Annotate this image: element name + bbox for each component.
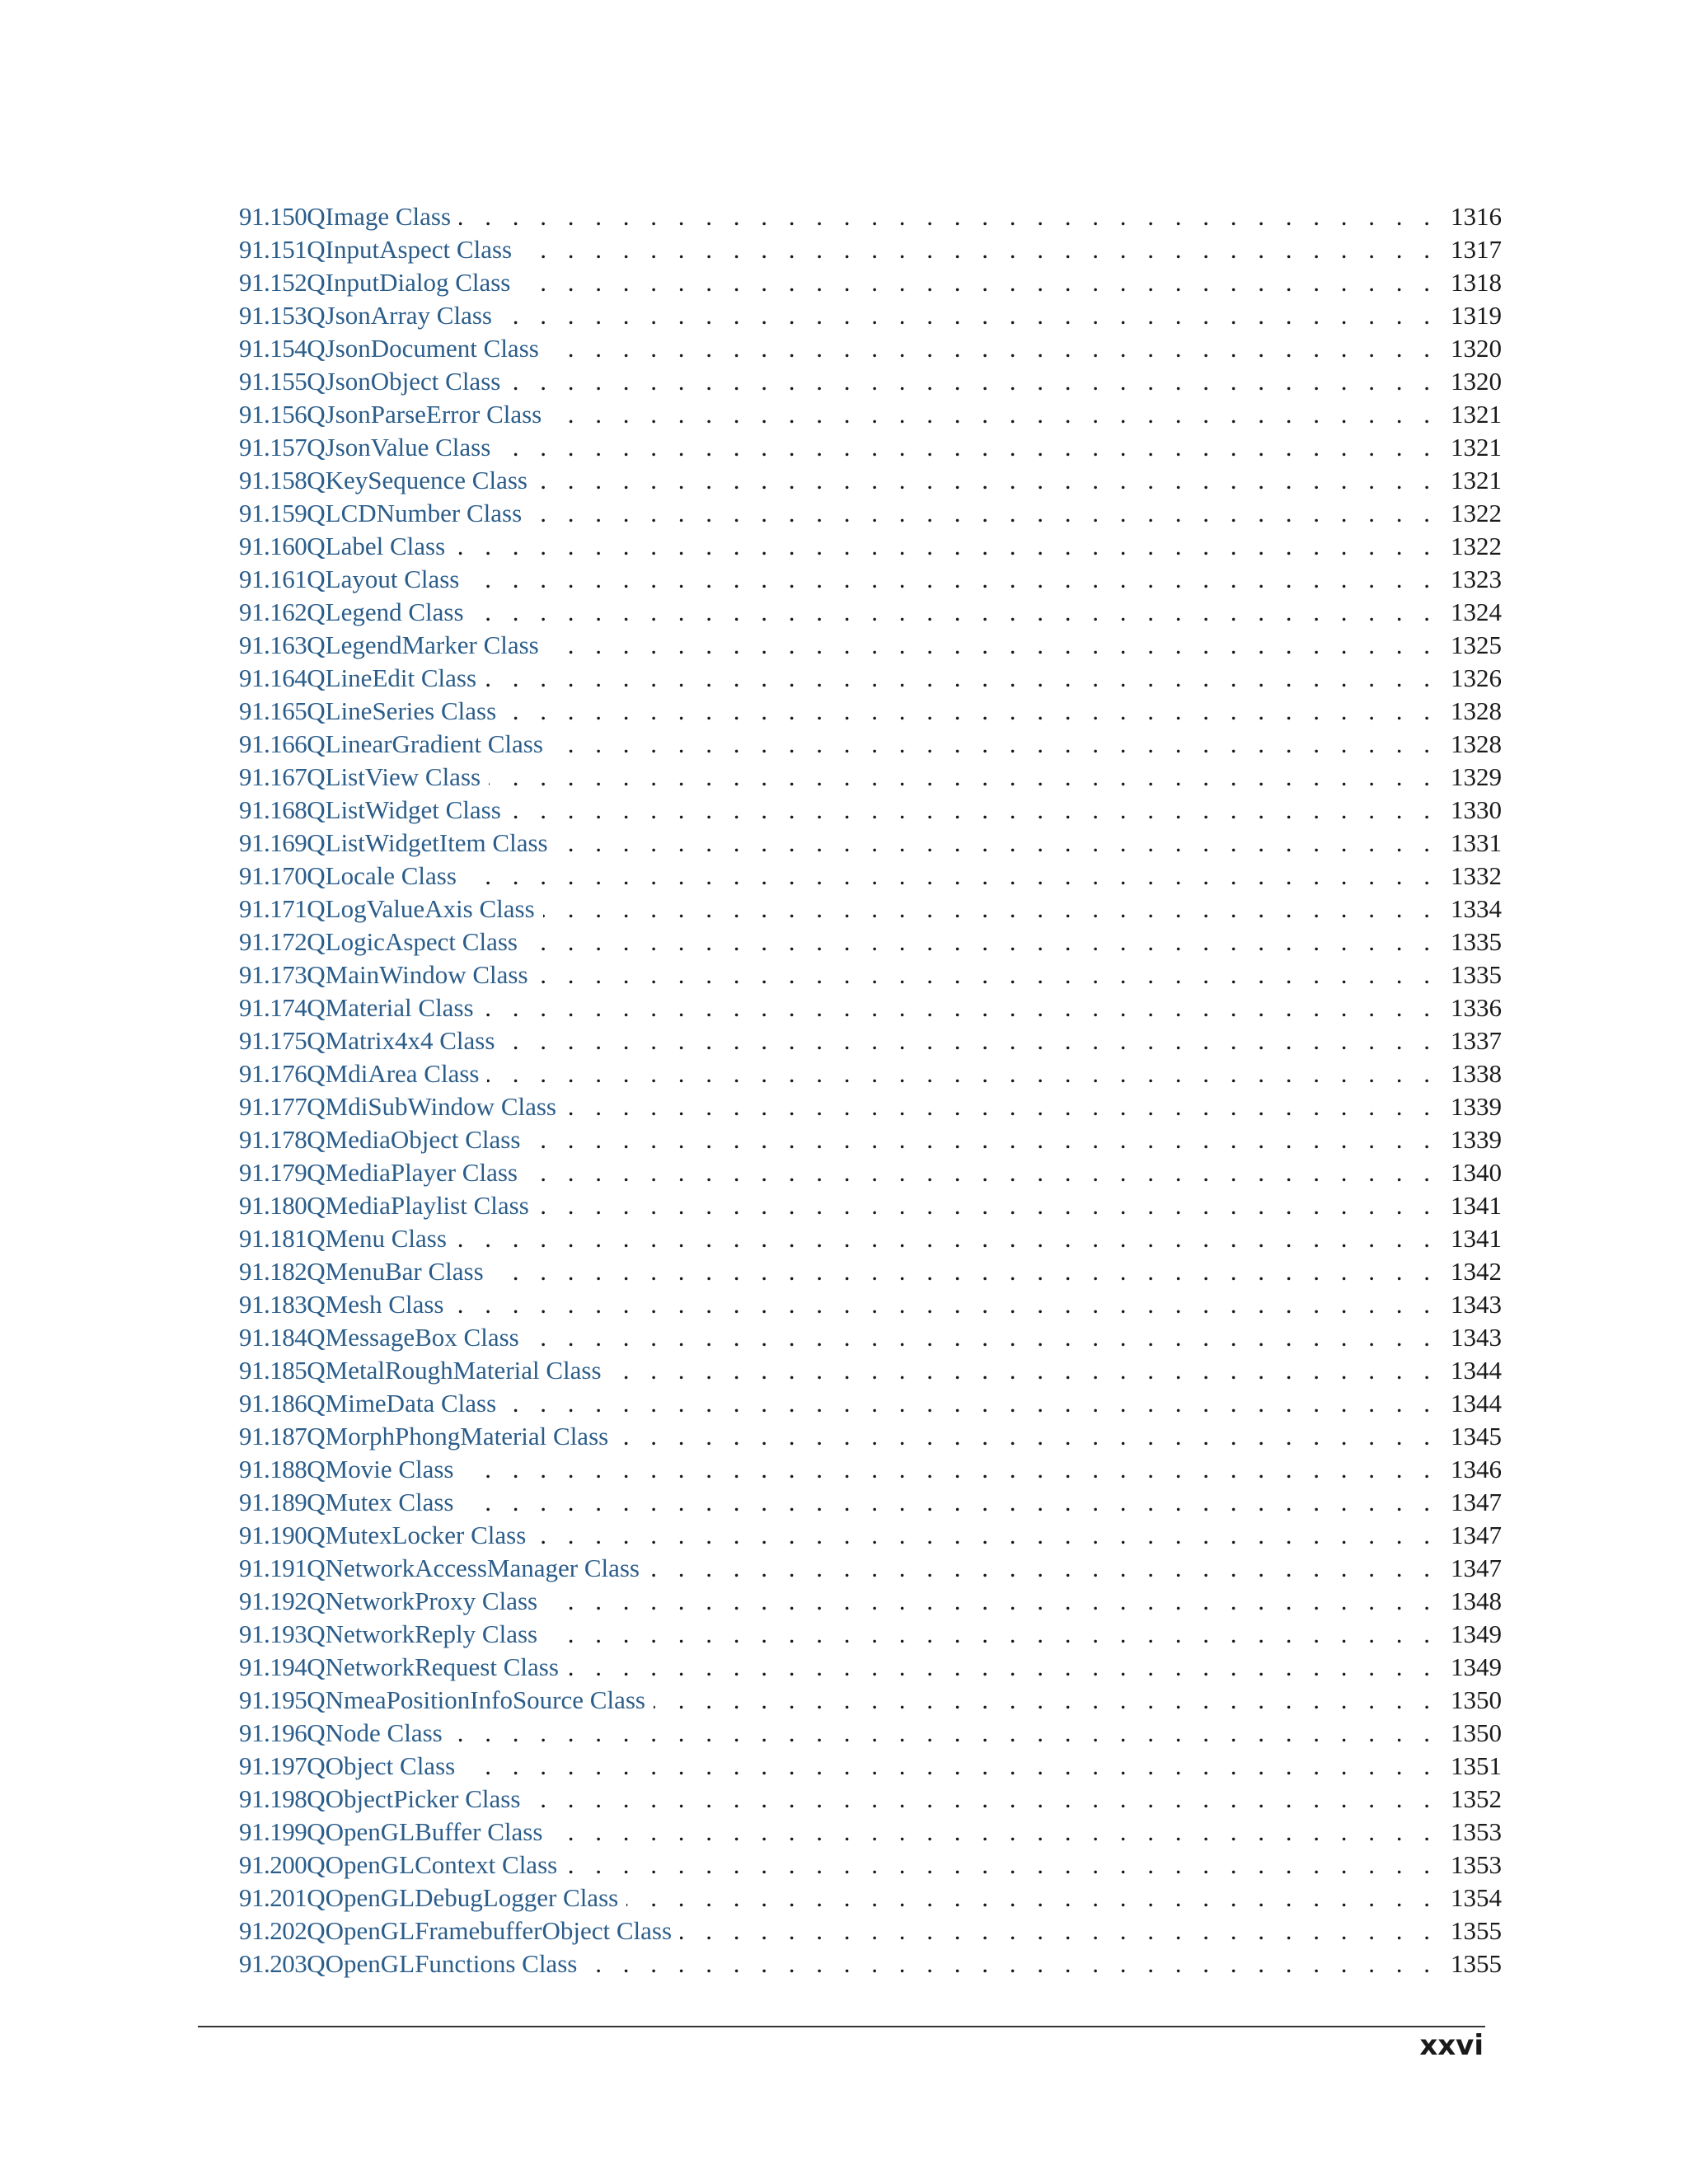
- toc-entry-title[interactable]: QObjectPicker Class: [307, 1784, 521, 1813]
- toc-entry-page[interactable]: 1344: [1451, 1389, 1502, 1418]
- dot-leader: [451, 1717, 1437, 1750]
- toc-entry-title[interactable]: QMdiArea Class: [307, 1059, 480, 1088]
- dot-leader: [520, 233, 1437, 266]
- toc-entry-number[interactable]: 91.185: [239, 1356, 307, 1385]
- toc-entry[interactable]: [239, 1156, 1502, 1189]
- toc-entry-number[interactable]: 91.156: [239, 400, 307, 429]
- dot-leader: [509, 794, 1437, 827]
- toc-entry[interactable]: [239, 761, 1502, 794]
- toc-entry[interactable]: [239, 1321, 1502, 1354]
- toc-entry-page[interactable]: 1320: [1451, 367, 1502, 396]
- toc-entry-page[interactable]: 1346: [1451, 1455, 1502, 1483]
- toc-entry-page[interactable]: 1347: [1451, 1521, 1502, 1549]
- toc-entry-number[interactable]: 91.182: [239, 1257, 307, 1286]
- toc-entry[interactable]: [239, 266, 1502, 299]
- toc-entry-page[interactable]: 1318: [1451, 268, 1502, 297]
- dot-leader: [452, 1288, 1437, 1321]
- toc-entry-title[interactable]: QMatrix4x4 Class: [307, 1026, 495, 1055]
- toc-entry-title[interactable]: QLogicAspect Class: [307, 927, 518, 956]
- dot-leader: [455, 1222, 1437, 1255]
- dot-leader: [551, 1816, 1437, 1849]
- toc-entry-number[interactable]: 91.175: [239, 1026, 307, 1055]
- toc-entry-page[interactable]: 1335: [1451, 960, 1502, 989]
- toc-entry-title[interactable]: QInputDialog Class: [307, 268, 511, 297]
- toc-entry-title[interactable]: QMaterial Class: [307, 993, 474, 1022]
- dot-leader: [528, 1123, 1437, 1156]
- toc-entry[interactable]: [239, 1915, 1502, 1947]
- dot-leader: [526, 926, 1437, 958]
- dot-leader: [547, 332, 1437, 365]
- toc-entry-page[interactable]: 1352: [1451, 1784, 1502, 1813]
- dot-leader: [567, 1651, 1437, 1684]
- toc-entry-number[interactable]: 91.188: [239, 1455, 307, 1483]
- dot-leader: [499, 431, 1437, 464]
- toc-entry-page[interactable]: 1320: [1451, 334, 1502, 363]
- toc-entry-number[interactable]: 91.193: [239, 1619, 307, 1648]
- toc-entry-number[interactable]: 91.201: [239, 1883, 307, 1912]
- toc-entry-title[interactable]: QLCDNumber Class: [307, 499, 523, 527]
- toc-entry-page[interactable]: 1344: [1451, 1356, 1502, 1385]
- dot-leader: [465, 860, 1437, 893]
- toc-entry-title[interactable]: QLegendMarker Class: [307, 630, 539, 659]
- dot-leader: [459, 200, 1437, 233]
- toc-entry-number[interactable]: 91.190: [239, 1521, 307, 1549]
- toc-entry-page[interactable]: 1350: [1451, 1685, 1502, 1714]
- toc-entry-title[interactable]: QMorphPhongMaterial Class: [307, 1422, 609, 1451]
- toc-entry[interactable]: [239, 1288, 1502, 1321]
- toc-entry[interactable]: [239, 728, 1502, 761]
- toc-entry-number[interactable]: 91.178: [239, 1125, 307, 1154]
- toc-entry-number[interactable]: 91.172: [239, 927, 307, 956]
- toc-entry-number[interactable]: 91.168: [239, 795, 307, 824]
- toc-entry-title[interactable]: QListView Class: [307, 762, 481, 791]
- toc-entry-title[interactable]: QJsonParseError Class: [307, 400, 542, 429]
- toc-entry-page[interactable]: 1322: [1451, 499, 1502, 527]
- toc-entry-title[interactable]: QNetworkRequest Class: [307, 1652, 559, 1681]
- toc-entry[interactable]: [239, 794, 1502, 827]
- toc-entry-title[interactable]: QNode Class: [307, 1718, 443, 1747]
- dot-leader: [610, 1354, 1437, 1387]
- toc-entry[interactable]: [239, 1189, 1502, 1222]
- toc-entry-title[interactable]: QJsonArray Class: [307, 301, 492, 330]
- toc-entry-number[interactable]: 91.173: [239, 960, 307, 989]
- toc-entry-page[interactable]: 1337: [1451, 1026, 1502, 1055]
- page-number: xxvi: [1419, 2029, 1484, 2062]
- toc-entry[interactable]: [239, 332, 1502, 365]
- toc-entry-number[interactable]: 91.158: [239, 466, 307, 494]
- toc-entry-title[interactable]: QListWidgetItem Class: [307, 828, 548, 857]
- toc-entry-number[interactable]: 91.194: [239, 1652, 307, 1681]
- dot-leader: [547, 629, 1437, 662]
- toc-entry-title[interactable]: QMdiSubWindow Class: [307, 1092, 556, 1121]
- toc-entry-number[interactable]: 91.195: [239, 1685, 307, 1714]
- toc-entry-page[interactable]: 1354: [1451, 1883, 1502, 1912]
- toc-entry-page[interactable]: 1341: [1451, 1191, 1502, 1220]
- toc-entry-page[interactable]: 1336: [1451, 993, 1502, 1022]
- toc-entry-number[interactable]: 91.187: [239, 1422, 307, 1451]
- dot-leader: [462, 1453, 1438, 1486]
- toc-entry-number[interactable]: 91.159: [239, 499, 307, 527]
- toc-entry-title[interactable]: QLogValueAxis Class: [307, 894, 535, 923]
- toc-entry-number[interactable]: 91.200: [239, 1850, 307, 1879]
- toc-entry-title[interactable]: QLocale Class: [307, 861, 457, 890]
- toc-entry-title[interactable]: QJsonObject Class: [307, 367, 501, 396]
- toc-entry[interactable]: [239, 1255, 1502, 1288]
- dot-leader: [550, 398, 1437, 431]
- dot-leader: [537, 958, 1437, 991]
- toc-entry-page[interactable]: 1321: [1451, 400, 1502, 429]
- toc-entry-number[interactable]: 91.165: [239, 696, 307, 725]
- toc-entry-title[interactable]: QListWidget Class: [307, 795, 501, 824]
- toc-entry-title[interactable]: QImage Class: [307, 202, 452, 231]
- toc-entry-title[interactable]: QMutex Class: [307, 1488, 454, 1516]
- toc-entry[interactable]: [239, 1816, 1502, 1849]
- toc-entry-page[interactable]: 1329: [1451, 762, 1502, 791]
- toc-entry-page[interactable]: 1339: [1451, 1092, 1502, 1121]
- toc-entry[interactable]: [239, 398, 1502, 431]
- toc-entry-page[interactable]: 1347: [1451, 1554, 1502, 1582]
- toc-entry-title[interactable]: QOpenGLBuffer Class: [307, 1817, 543, 1846]
- toc-entry-number[interactable]: 91.162: [239, 598, 307, 626]
- dot-leader: [463, 1750, 1437, 1783]
- dot-leader: [518, 266, 1437, 299]
- toc-entry-number[interactable]: 91.166: [239, 729, 307, 758]
- toc-entry[interactable]: [239, 365, 1502, 398]
- footer-divider: [198, 2026, 1485, 2027]
- toc-entry-title[interactable]: QMediaPlaylist Class: [307, 1191, 529, 1220]
- toc-entry-title[interactable]: QMediaObject Class: [307, 1125, 521, 1154]
- toc-entry-title[interactable]: QMutexLocker Class: [307, 1521, 527, 1549]
- toc-entry-page[interactable]: 1347: [1451, 1488, 1502, 1516]
- toc-entry-page[interactable]: 1328: [1451, 729, 1502, 758]
- toc-entry-number[interactable]: 91.153: [239, 301, 307, 330]
- toc-entry[interactable]: [239, 662, 1502, 695]
- toc-entry[interactable]: [239, 1882, 1502, 1915]
- toc-entry-number[interactable]: 91.202: [239, 1916, 307, 1945]
- dot-leader: [546, 1585, 1437, 1618]
- toc-entry-title[interactable]: QLineEdit Class: [307, 663, 477, 692]
- toc-entry-number[interactable]: 91.163: [239, 630, 307, 659]
- toc-entry-number[interactable]: 91.192: [239, 1586, 307, 1615]
- toc-entry-page[interactable]: 1316: [1451, 202, 1502, 231]
- dot-leader: [543, 893, 1437, 926]
- dot-leader: [504, 1387, 1437, 1420]
- toc-entry-title[interactable]: QOpenGLFunctions Class: [307, 1949, 578, 1978]
- toc-entry[interactable]: [239, 1354, 1502, 1387]
- toc-entry-title[interactable]: QLineSeries Class: [307, 696, 497, 725]
- dot-leader: [453, 530, 1437, 563]
- toc-entry-page[interactable]: 1321: [1451, 466, 1502, 494]
- toc-entry[interactable]: [239, 1651, 1502, 1684]
- toc-entry-number[interactable]: 91.191: [239, 1554, 307, 1582]
- toc-entry-title[interactable]: QMessageBox Class: [307, 1323, 519, 1352]
- toc-entry-number[interactable]: 91.176: [239, 1059, 307, 1088]
- toc-entry[interactable]: [239, 958, 1502, 991]
- dot-leader: [537, 1189, 1437, 1222]
- toc-entry[interactable]: [239, 233, 1502, 266]
- toc-entry-title[interactable]: QOpenGLFramebufferObject Class: [307, 1916, 673, 1945]
- toc-entry-title[interactable]: QNetworkProxy Class: [307, 1586, 538, 1615]
- toc-entry-number[interactable]: 91.167: [239, 762, 307, 791]
- dot-leader: [626, 1882, 1437, 1915]
- dot-leader: [556, 827, 1437, 860]
- toc-entry-page[interactable]: 1326: [1451, 663, 1502, 692]
- toc-entry-title[interactable]: QKeySequence Class: [307, 466, 528, 494]
- dot-leader: [648, 1552, 1437, 1585]
- toc-entry-number[interactable]: 91.179: [239, 1158, 307, 1187]
- dot-leader: [551, 728, 1437, 761]
- toc-entry-page[interactable]: 1349: [1451, 1619, 1502, 1648]
- dot-leader: [467, 563, 1437, 596]
- dot-leader: [526, 1156, 1437, 1189]
- toc-entry[interactable]: [239, 1849, 1502, 1882]
- dot-leader: [534, 1519, 1437, 1552]
- dot-leader: [482, 991, 1437, 1024]
- toc-entry-page[interactable]: 1355: [1451, 1916, 1502, 1945]
- toc-entry-number[interactable]: 91.160: [239, 532, 307, 560]
- dot-leader: [546, 1618, 1437, 1651]
- toc-entry[interactable]: [239, 827, 1502, 860]
- toc-entry-page[interactable]: 1321: [1451, 433, 1502, 462]
- dot-leader: [472, 596, 1437, 629]
- dot-leader: [565, 1849, 1437, 1882]
- toc-entry-number[interactable]: 91.196: [239, 1718, 307, 1747]
- toc-entry-number[interactable]: 91.199: [239, 1817, 307, 1846]
- toc-entry-number[interactable]: 91.152: [239, 268, 307, 297]
- toc-entry-page[interactable]: 1341: [1451, 1224, 1502, 1253]
- toc-entry-number[interactable]: 91.155: [239, 367, 307, 396]
- toc-entry[interactable]: [239, 1387, 1502, 1420]
- toc-entry-page[interactable]: 1322: [1451, 532, 1502, 560]
- toc-entry-title[interactable]: QLabel Class: [307, 532, 446, 560]
- toc-entry[interactable]: [239, 464, 1502, 497]
- toc-entry[interactable]: [239, 1750, 1502, 1783]
- toc-entry[interactable]: [239, 1585, 1502, 1618]
- toc-entry-page[interactable]: 1353: [1451, 1817, 1502, 1846]
- toc-entry-number[interactable]: 91.203: [239, 1949, 307, 1978]
- toc-entry-page[interactable]: 1342: [1451, 1257, 1502, 1286]
- toc-entry-number[interactable]: 91.169: [239, 828, 307, 857]
- toc-entry[interactable]: [239, 596, 1502, 629]
- toc-entry-page[interactable]: 1351: [1451, 1751, 1502, 1780]
- toc-entry-title[interactable]: QInputAspect Class: [307, 235, 513, 264]
- toc-entry[interactable]: [239, 1420, 1502, 1453]
- toc-entry-title[interactable]: QMetalRoughMaterial Class: [307, 1356, 602, 1385]
- toc-entry-number[interactable]: 91.174: [239, 993, 307, 1022]
- toc-entry[interactable]: [239, 1519, 1502, 1552]
- toc-entry-title[interactable]: QObject Class: [307, 1751, 456, 1780]
- dot-leader: [503, 1024, 1437, 1057]
- toc-entry-page[interactable]: 1355: [1451, 1949, 1502, 1978]
- toc-entry-page[interactable]: 1348: [1451, 1586, 1502, 1615]
- dot-leader: [489, 761, 1437, 794]
- toc-entry-title[interactable]: QLinearGradient Class: [307, 729, 543, 758]
- toc-entry-title[interactable]: QOpenGLContext Class: [307, 1850, 558, 1879]
- dot-leader: [485, 662, 1437, 695]
- toc-entry-title[interactable]: QMenu Class: [307, 1224, 447, 1253]
- toc-entry-number[interactable]: 91.157: [239, 433, 307, 462]
- toc-entry-number[interactable]: 91.161: [239, 565, 307, 593]
- dot-leader: [492, 1255, 1437, 1288]
- toc-entry[interactable]: [239, 299, 1502, 332]
- dot-leader: [565, 1090, 1437, 1123]
- toc-entry-page[interactable]: 1328: [1451, 696, 1502, 725]
- toc-entry-page[interactable]: 1319: [1451, 301, 1502, 330]
- toc-entry-page[interactable]: 1335: [1451, 927, 1502, 956]
- table-of-contents: [239, 200, 1502, 1980]
- toc-entry-number[interactable]: 91.177: [239, 1092, 307, 1121]
- toc-entry-page[interactable]: 1343: [1451, 1323, 1502, 1352]
- toc-entry-title[interactable]: QOpenGLDebugLogger Class: [307, 1883, 619, 1912]
- toc-entry[interactable]: [239, 991, 1502, 1024]
- toc-entry-page[interactable]: 1339: [1451, 1125, 1502, 1154]
- toc-entry[interactable]: [239, 1123, 1502, 1156]
- toc-entry[interactable]: [239, 1090, 1502, 1123]
- toc-entry-number[interactable]: 91.180: [239, 1191, 307, 1220]
- toc-entry[interactable]: [239, 563, 1502, 596]
- toc-entry-number[interactable]: 91.164: [239, 663, 307, 692]
- toc-entry-title[interactable]: QNmeaPositionInfoSource Class: [307, 1685, 645, 1714]
- toc-entry[interactable]: [239, 1783, 1502, 1816]
- toc-entry[interactable]: [239, 1684, 1502, 1717]
- toc-entry-page[interactable]: 1332: [1451, 861, 1502, 890]
- toc-entry-page[interactable]: 1325: [1451, 630, 1502, 659]
- toc-entry[interactable]: [239, 1222, 1502, 1255]
- toc-entry-page[interactable]: 1323: [1451, 565, 1502, 593]
- toc-entry-page[interactable]: 1317: [1451, 235, 1502, 264]
- toc-entry-page[interactable]: 1334: [1451, 894, 1502, 923]
- toc-entry-page[interactable]: 1330: [1451, 795, 1502, 824]
- toc-entry-number[interactable]: 91.154: [239, 334, 307, 363]
- dot-leader: [462, 1486, 1438, 1519]
- toc-entry[interactable]: [239, 1057, 1502, 1090]
- toc-entry-number[interactable]: 91.151: [239, 235, 307, 264]
- toc-entry-page[interactable]: 1349: [1451, 1652, 1502, 1681]
- dot-leader: [536, 464, 1437, 497]
- toc-entry[interactable]: [239, 530, 1502, 563]
- toc-entry-number[interactable]: 91.170: [239, 861, 307, 890]
- toc-entry-page[interactable]: 1353: [1451, 1850, 1502, 1879]
- toc-entry-title[interactable]: QMimeData Class: [307, 1389, 497, 1418]
- toc-entry[interactable]: [239, 497, 1502, 530]
- toc-entry-page[interactable]: 1331: [1451, 828, 1502, 857]
- dot-leader: [617, 1420, 1437, 1453]
- dot-leader: [530, 497, 1437, 530]
- toc-entry[interactable]: [239, 860, 1502, 893]
- toc-entry-number[interactable]: 91.171: [239, 894, 307, 923]
- toc-entry-number[interactable]: 91.181: [239, 1224, 307, 1253]
- toc-entry[interactable]: [239, 629, 1502, 662]
- dot-leader: [509, 365, 1437, 398]
- toc-entry-page[interactable]: 1343: [1451, 1290, 1502, 1319]
- toc-entry[interactable]: [239, 1024, 1502, 1057]
- toc-entry[interactable]: [239, 1453, 1502, 1486]
- toc-entry[interactable]: [239, 1717, 1502, 1750]
- toc-entry-title[interactable]: QMenuBar Class: [307, 1257, 484, 1286]
- toc-entry-page[interactable]: 1340: [1451, 1158, 1502, 1187]
- toc-entry-number[interactable]: 91.189: [239, 1488, 307, 1516]
- toc-entry[interactable]: [239, 893, 1502, 926]
- dot-leader: [528, 1321, 1437, 1354]
- toc-entry-number[interactable]: 91.198: [239, 1784, 307, 1813]
- toc-entry-title[interactable]: QLegend Class: [307, 598, 464, 626]
- toc-entry[interactable]: [239, 1947, 1502, 1980]
- toc-entry-page[interactable]: 1350: [1451, 1718, 1502, 1747]
- toc-entry-title[interactable]: QMainWindow Class: [307, 960, 528, 989]
- toc-entry-title[interactable]: QLayout Class: [307, 565, 460, 593]
- toc-entry-number[interactable]: 91.186: [239, 1389, 307, 1418]
- toc-entry[interactable]: [239, 1552, 1502, 1585]
- toc-entry-number[interactable]: 91.150: [239, 202, 307, 231]
- dot-leader: [487, 1057, 1437, 1090]
- dot-leader: [680, 1915, 1437, 1947]
- toc-entry-number[interactable]: 91.197: [239, 1751, 307, 1780]
- toc-entry-title[interactable]: QNetworkReply Class: [307, 1619, 538, 1648]
- toc-entry-number[interactable]: 91.183: [239, 1290, 307, 1319]
- toc-entry[interactable]: [239, 200, 1502, 233]
- toc-entry-page[interactable]: 1345: [1451, 1422, 1502, 1451]
- toc-entry[interactable]: [239, 695, 1502, 728]
- dot-leader: [528, 1783, 1437, 1816]
- toc-entry[interactable]: [239, 1486, 1502, 1519]
- toc-entry-page[interactable]: 1338: [1451, 1059, 1502, 1088]
- dot-leader: [504, 695, 1437, 728]
- toc-entry-title[interactable]: QMovie Class: [307, 1455, 454, 1483]
- dot-leader: [585, 1947, 1437, 1980]
- toc-entry[interactable]: [239, 431, 1502, 464]
- toc-entry[interactable]: [239, 1618, 1502, 1651]
- toc-entry-title[interactable]: QJsonDocument Class: [307, 334, 539, 363]
- toc-entry-title[interactable]: QMediaPlayer Class: [307, 1158, 518, 1187]
- toc-entry-title[interactable]: QNetworkAccessManager Class: [307, 1554, 640, 1582]
- toc-entry-title[interactable]: QMesh Class: [307, 1290, 444, 1319]
- toc-entry-number[interactable]: 91.184: [239, 1323, 307, 1352]
- toc-entry-page[interactable]: 1324: [1451, 598, 1502, 626]
- dot-leader: [500, 299, 1437, 332]
- dot-leader: [654, 1684, 1437, 1717]
- toc-entry-title[interactable]: QJsonValue Class: [307, 433, 491, 462]
- toc-entry[interactable]: [239, 926, 1502, 958]
